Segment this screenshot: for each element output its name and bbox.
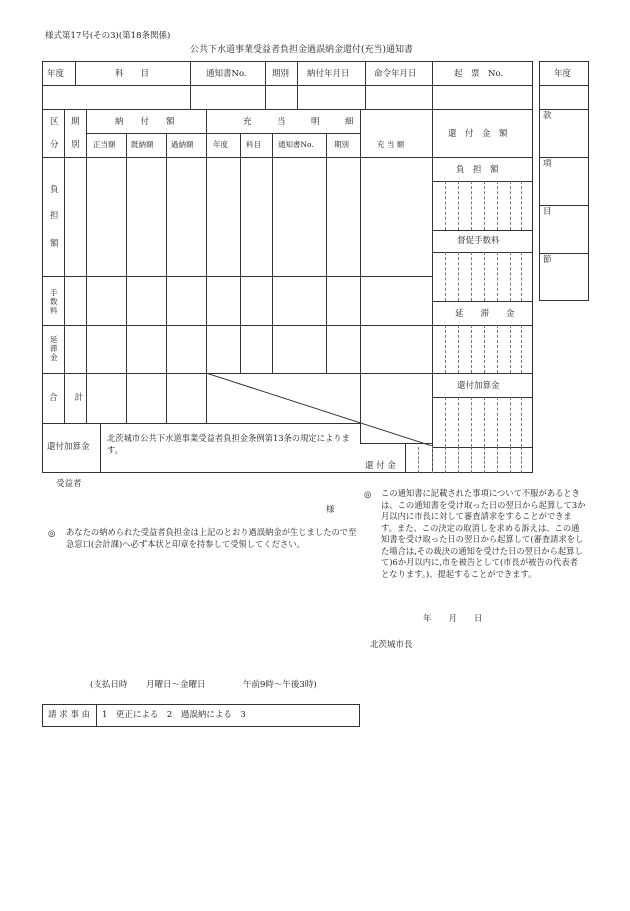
kubun-2: 分 <box>50 140 59 150</box>
left-notice: あなたの納められた受益者負担金は上記のとおり過誤納金が生じましたので至急窓口(会計課)へ必ず本状と印章を持参して受領してください。 <box>66 527 357 549</box>
header-tsuchisho-no: 通知書No. <box>206 69 247 79</box>
payment-label: (支払日時 <box>90 680 128 690</box>
kanpu-kasan-label: 還付加算金 <box>47 442 90 452</box>
sub-kamoku: 科目 <box>246 140 261 149</box>
header-kihyo-no: 起 票 No. <box>454 69 504 79</box>
form-id: 様式第17号(その3)(第18条関係) <box>45 31 171 41</box>
notice-mark-right: ◎ <box>364 490 372 500</box>
kanpukin-label: 還 付 金 <box>365 461 396 471</box>
side-moku: 目 <box>543 207 552 217</box>
futan-label-1: 負 <box>50 185 59 195</box>
header-meirei-date: 命令年月日 <box>374 69 417 79</box>
entaikin-label: 延 滞 金 <box>455 309 515 319</box>
sama-label: 様 <box>326 505 335 515</box>
header-nofu-date: 納付年月日 <box>307 69 350 79</box>
sub-ka-nou: 過納額 <box>171 140 194 149</box>
futan-label-2: 担 <box>50 211 59 221</box>
futan-gaku-label: 負 担 額 <box>456 165 499 175</box>
side-ko: 項 <box>543 159 552 169</box>
payment-days: 月曜日～金曜日 <box>146 680 206 690</box>
header-nendo: 年度 <box>47 69 65 79</box>
mayor-label: 北茨城市長 <box>370 640 413 650</box>
notice-mark-left: ◎ <box>48 529 56 539</box>
header-kamoku: 科 目 <box>115 69 150 79</box>
kibetsu-1: 期 <box>71 117 80 127</box>
side-setsu: 節 <box>543 255 552 265</box>
date-line: 年 月 日 <box>423 614 483 624</box>
sub-sei-tou: 正当額 <box>93 140 116 149</box>
tesu-label-2: 数 <box>50 297 58 306</box>
tesu-label-1: 手 <box>50 288 58 297</box>
recipient-label: 受益者 <box>56 479 82 489</box>
side-nendo: 年度 <box>554 69 572 79</box>
sub-kibetsu: 期別 <box>334 140 349 149</box>
tokusoku-label: 督促手数料 <box>457 236 500 246</box>
header-kibetsu: 期別 <box>272 69 290 79</box>
side-panel <box>539 61 589 301</box>
futan-label-3: 額 <box>50 239 59 249</box>
kubun-1: 区 <box>50 117 59 127</box>
sub-nendo: 年度 <box>213 140 228 149</box>
kasankin-label: 還付加算金 <box>457 381 500 391</box>
entai-label-3: 金 <box>50 353 58 362</box>
tesu-label-3: 料 <box>50 306 58 315</box>
sub-ki-nou: 既納額 <box>131 140 154 149</box>
reason-items: 1 更正による 2 過誤納による 3 <box>102 710 246 720</box>
sub-tsuchisho-no: 通知書No. <box>278 140 314 149</box>
right-notice: この通知書に記載された事項について不服があるときは、この通知書を受け取った日の翌日から起算して3か月以内に市長に対して審査請求をすることができます。また、この決定の取消しを求める訴えは、この通知書を受け取った日の翌日から起算して(審査請求をした場合は,その裁決の通知を受けた日の翌日から起算して)6か月以内に,市を被告として(市長が被告の代表者となります。)、提起することができます。 <box>381 488 586 579</box>
nofu-gaku-header: 納 付 額 <box>115 117 175 127</box>
entai-label-2: 滞 <box>50 344 58 353</box>
kanpu-kingaku-header: 還 付 金 額 <box>448 129 508 139</box>
document-title: 公共下水道事業受益者負担金過誤納金還付(充当)通知書 <box>190 45 414 55</box>
payment-hours: 午前9時～午後3時) <box>243 680 317 690</box>
juto-meisai-header: 充 当 明 細 <box>243 117 354 127</box>
kibetsu-2: 別 <box>71 140 80 150</box>
sub-juto-gaku: 充 当 額 <box>377 140 405 149</box>
side-kan: 款 <box>543 111 552 121</box>
reason-label: 請 求 事 由 <box>48 710 91 720</box>
ordinance-text: 北茨城市公共下水道事業受益者負担金条例第13条の規定によります。 <box>107 433 350 455</box>
entai-label-1: 延 <box>50 335 58 344</box>
gokei-label: 合 計 <box>49 393 84 403</box>
